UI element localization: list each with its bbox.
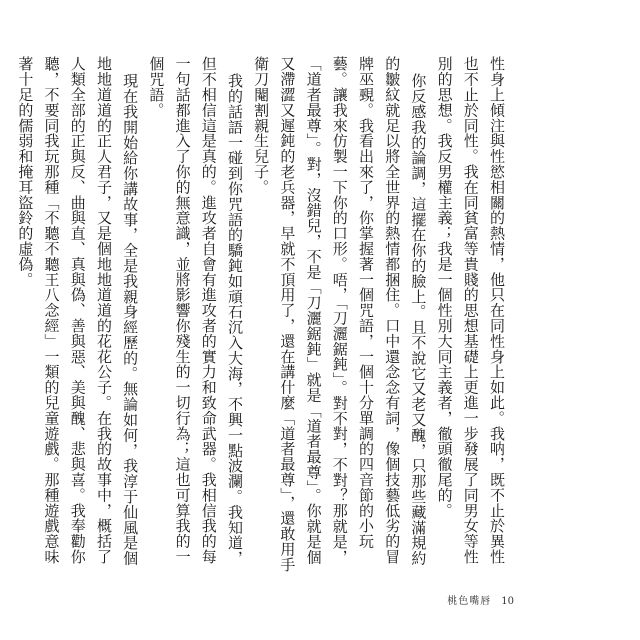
paragraph-2: 你反感我的論調，這擺在你的臉上。且不說它又老又醜，只那些藏滿規約的皺紋就足以將全世界的熱情都捆住。口中還念念有詞，像個技藝低劣的冒牌巫覡。我看出來了，你掌握著一個咒語，一個十分單調的四音節的小玩藝。讓我來仿製一下你的口形。唔，「刀灑鋸鈍」。對不對，不對？那就是，「道者最尊」。對，沒錯兒，不是「刀灑鋸鈍」就是「道者最尊」。你就是個又滯澀又遲鈍的老兵器，早就不頂用了，還在講什麼「道者最尊」，還敢用手衛刀閹割親生兒子。: [252, 56, 428, 573]
page-number: 10: [501, 596, 514, 607]
paragraph-1: 性身上傾注與性慾相關的熱情，他只在同性身上如此。我呐，既不止於異性也不止於同性。我在同貧富等貴賤的思想基礎上更進一步發展了同男女等性別的思想。我反男權主義；我是一個性別大同主義者，徹頭徹尾的。: [435, 56, 506, 565]
paragraph-3: 我的話語一碰到你咒語的驕鈍如頑石沉入大海，不興一點波瀾。我知道，但不相信這是真的。進攻者自會有進攻者的實力和致命武器。我相信我的每一句話都進入了你的無意識，並將影響你殘生的一切行為；這也可算我的一個咒語。: [147, 56, 244, 566]
body-text: [16, 56, 510, 576]
page-footer: [447, 592, 514, 607]
running-title: 桃色嘴唇: [447, 596, 492, 607]
paragraph-4: 現在我開始給你講故事，全是我親身經歷的。無論如何，我淳于仙風是個地地道道的正人君子，又是個地地道道的花花公子。在我的故事中，概括了人類全部的正與反、曲與直、真與偽、善與惡、美與醜、悲與喜。我奉勸你聽，不要同我玩那種「不聽不聽王八念經」一類的兒童遊戲。那種遊戲意味著十足的儒弱和掩耳盜鈴的虛偽。: [16, 56, 140, 566]
